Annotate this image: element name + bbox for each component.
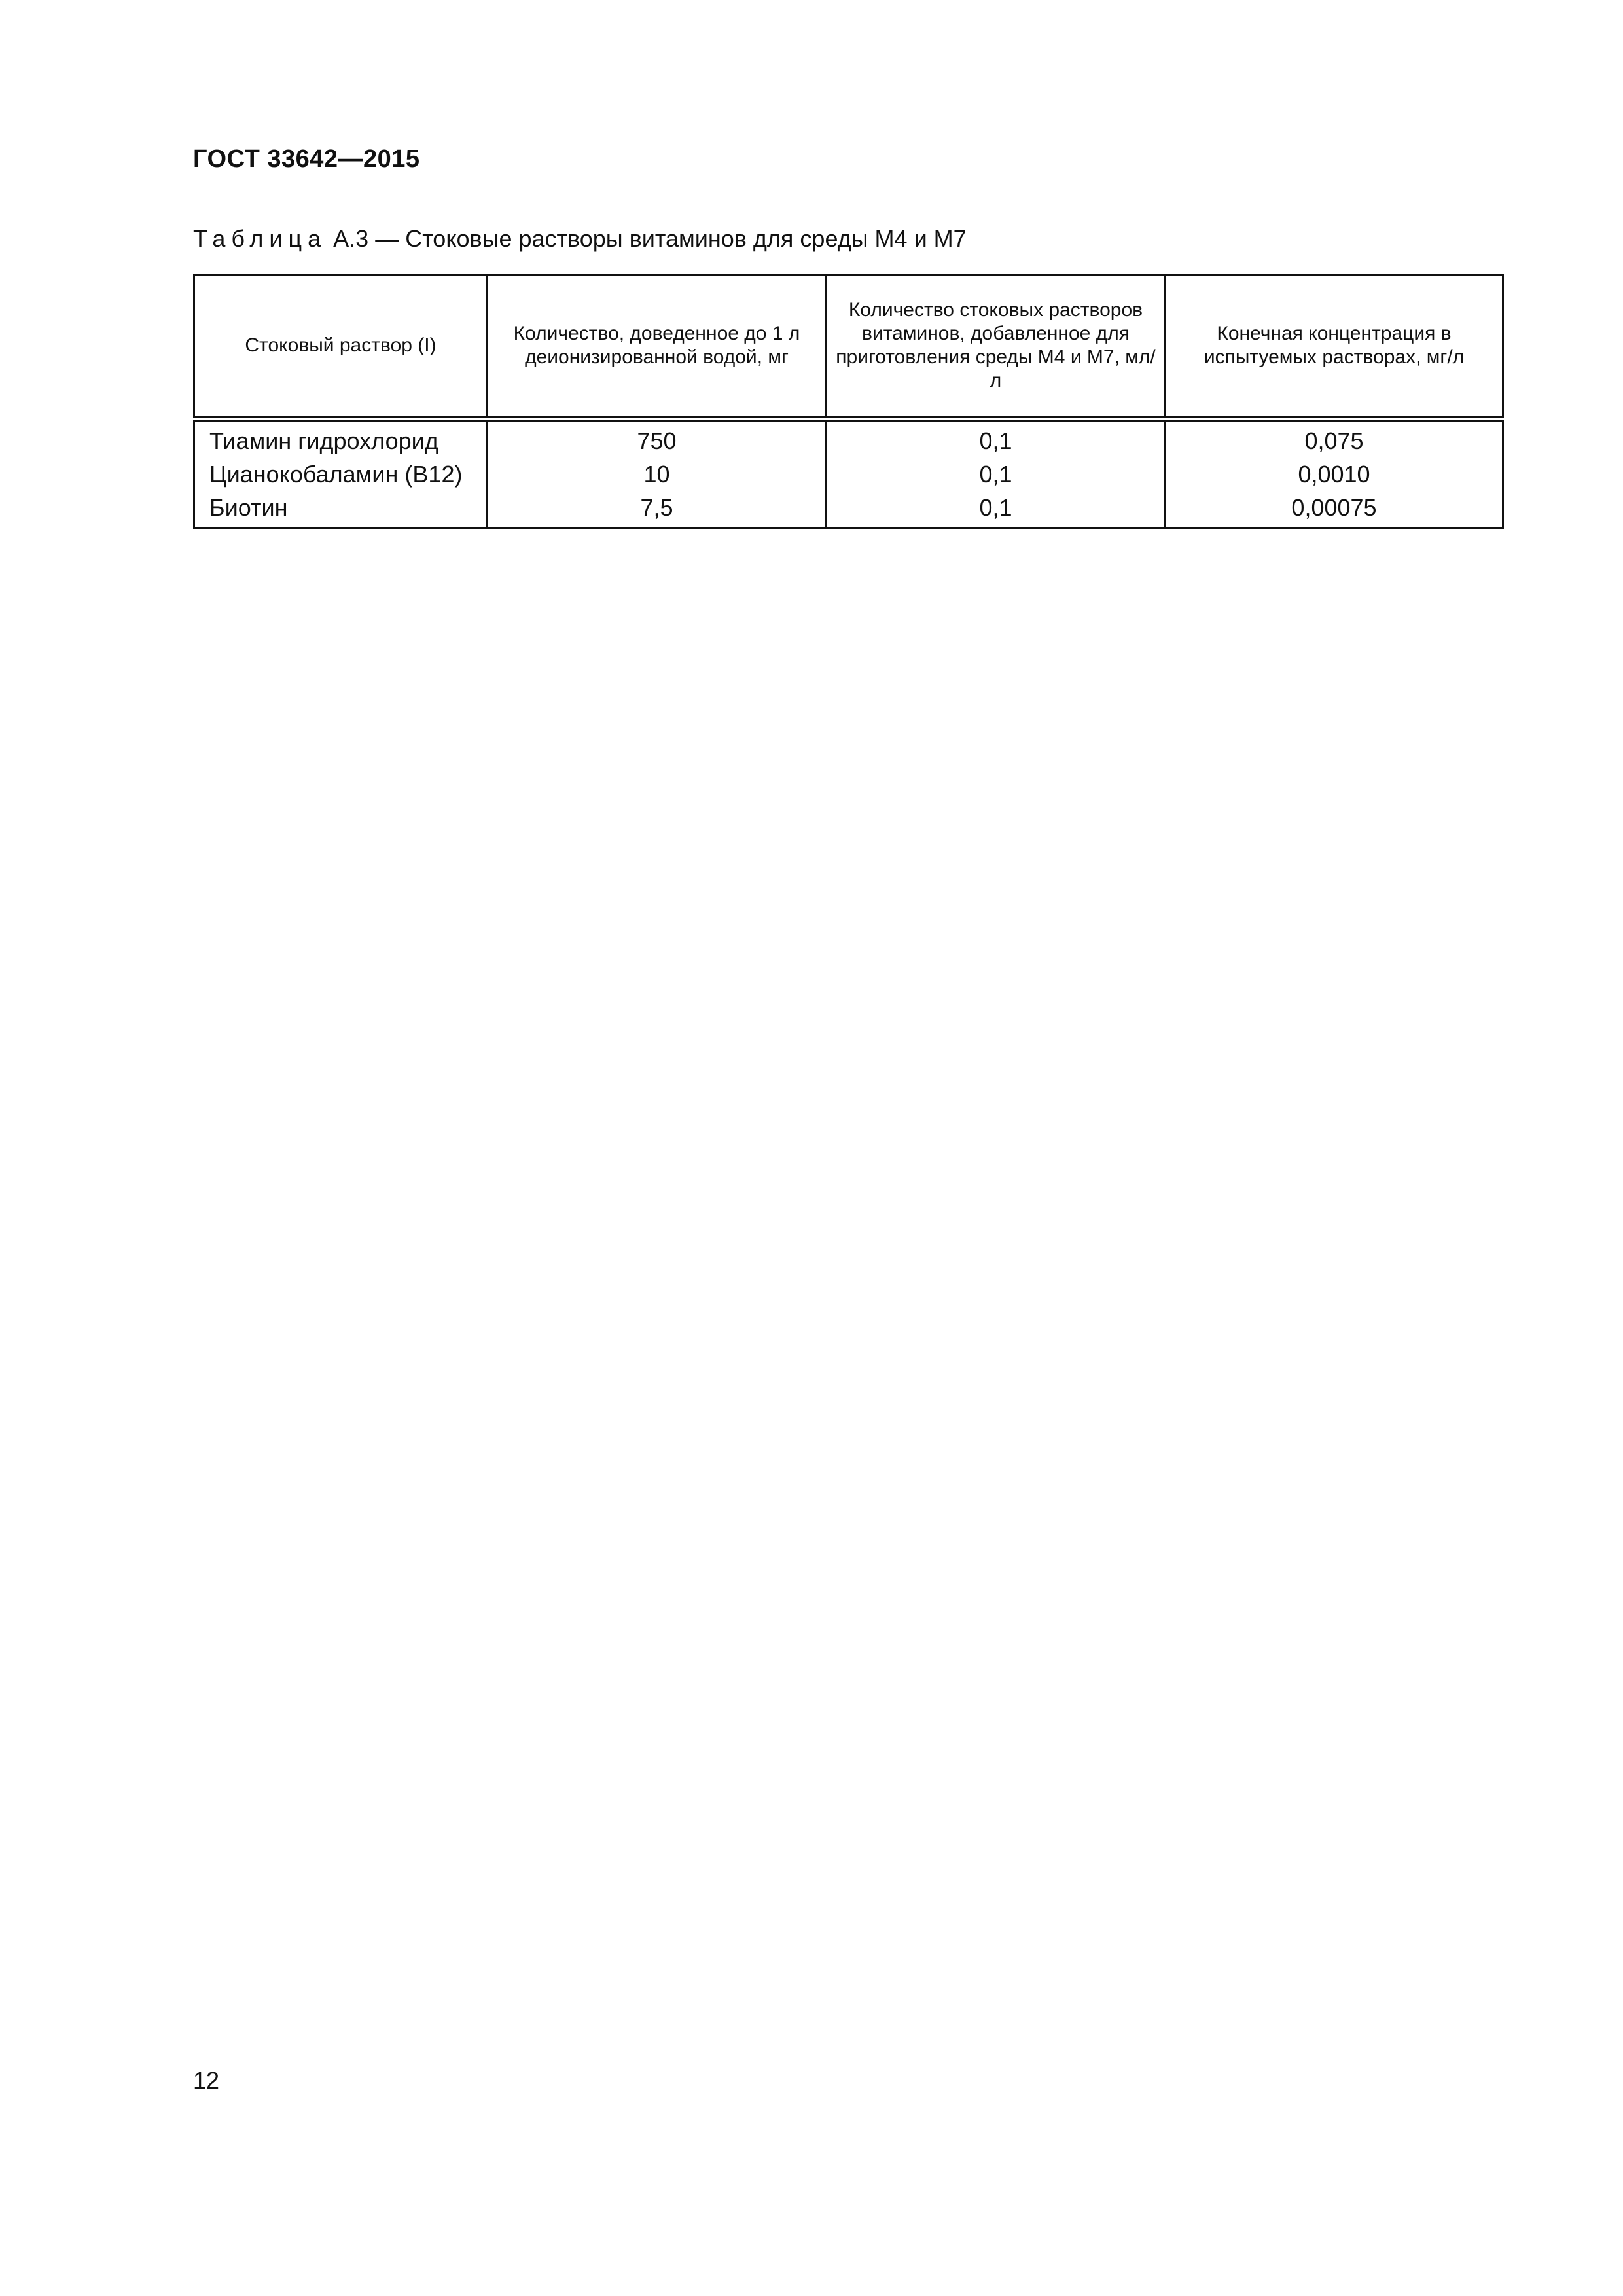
cell-final-concentration: 0,075 [1166,419,1503,458]
cell-amount-mg: 7,5 [488,491,827,528]
cell-stock-solution: Биотин [194,491,488,528]
column-header-volume-added: Количество стоковых растворов витаминов, добавленное для приготовления среды М4 и М7, мл/л [827,275,1166,419]
cell-volume-added: 0,1 [827,491,1166,528]
table-row [194,457,1503,491]
cell-amount-mg: 10 [488,457,827,491]
column-header-amount-mg: Количество, доведенное до 1 л деионизированной водой, мг [488,275,827,419]
table-caption-prefix: Таблица [193,225,327,252]
document-code: ГОСТ 33642—2015 [193,145,420,173]
cell-stock-solution: Тиамин гидрохлорид [194,419,488,458]
cell-final-concentration: 0,0010 [1166,457,1503,491]
cell-amount-mg: 750 [488,419,827,458]
table-row [194,419,1503,458]
cell-volume-added: 0,1 [827,457,1166,491]
cell-final-concentration: 0,00075 [1166,491,1503,528]
table-caption-text: А.3 — Стоковые растворы витаминов для среды М4 и М7 [333,225,967,252]
table-header-row [194,275,1503,419]
column-header-final-concentration: Конечная концентрация в испытуемых растворах, мг/л [1166,275,1503,419]
page-number: 12 [193,2067,220,2094]
cell-volume-added: 0,1 [827,419,1166,458]
vitamin-stock-table [193,274,1504,529]
column-header-stock-solution: Стоковый раствор (I) [194,275,488,419]
table-row [194,491,1503,528]
cell-stock-solution: Цианокобаламин (В12) [194,457,488,491]
table-caption [193,225,967,253]
